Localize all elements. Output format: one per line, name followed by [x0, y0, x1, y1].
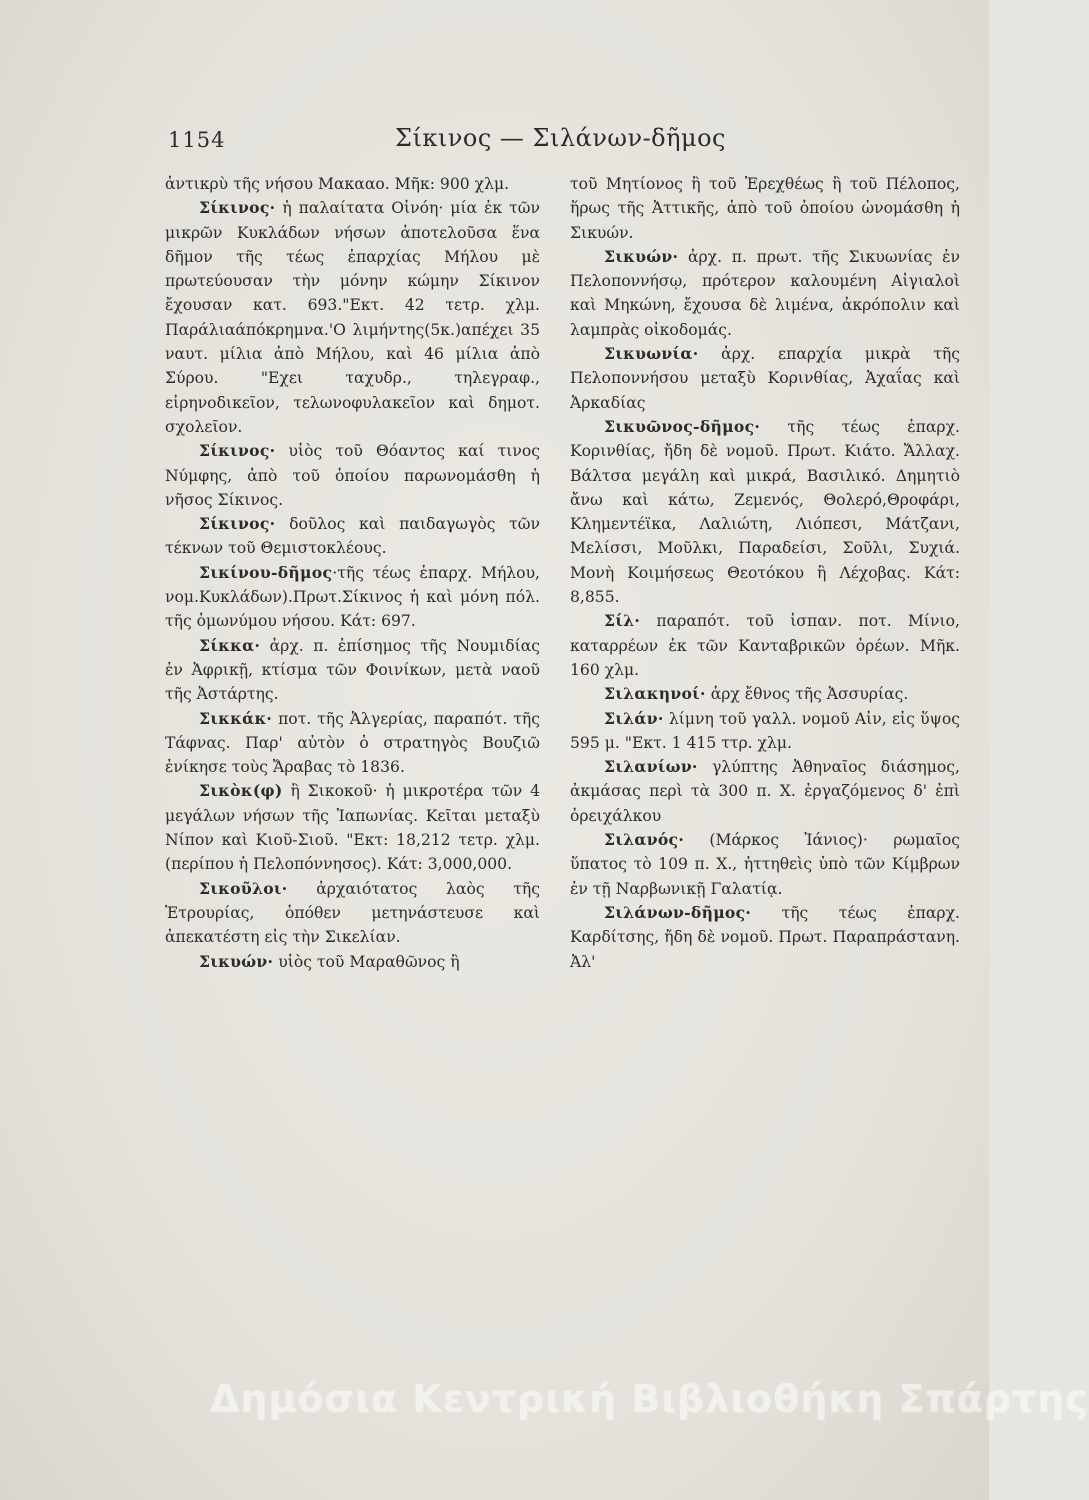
entry — [570, 342, 960, 415]
entry — [570, 609, 960, 682]
entry — [165, 877, 540, 950]
entry — [165, 634, 540, 707]
entry-text: ἡ παλαίτατα Οἰνόη· μία ἐκ τῶν μικρῶν Κυκλάδων νήσων ἀποτελοῦσα ἕνα δῆμον τῆς τέως ἐπαρχίας Μήλου μὲ πρωτεύουσαν τὴν μόνην κώμην Σίκινον ἔχουσαν κατ. 693."Εκτ. 42 τετρ. χλμ. Παράλιαάπόκρημνα.'Ο λιμήντης(5κ.)απέχει 35 ναυτ. μίλια ἀπὸ Μήλου, καὶ 46 μίλια ἀπὸ Σύρου. "Εχει ταχυδρ., τηλεγραφ., εἰρηνοδικεῖον, τελωνοφυλακεῖον καὶ δημοτ. σχολεῖον. — [165, 199, 540, 436]
entry-headword: Σικυών· — [199, 951, 274, 971]
entry — [570, 172, 960, 245]
entry-headword: Σικοῦλοι· — [199, 878, 288, 898]
entry-text: γλύπτης Ἀθηναῖος διάσημος, ἀκμάσας περὶ τὰ 300 π. Χ. ἐργαζόμενος δ' ἐπὶ ὀρειχάλκου — [570, 758, 960, 825]
entry-text: (Μάρκος Ἰάνιος)· ρωμαῖος ὕπατος τὸ 109 π. Χ., ἡττηθεὶς ὑπὸ τῶν Κίμβρων ἐν τῇ Ναρβωνικῇ Γαλατίᾳ. — [570, 831, 960, 898]
entry-headword: Σιλανίων· — [604, 757, 698, 777]
entry — [570, 415, 960, 609]
entry — [165, 196, 540, 439]
entry-headword: Σιλανός· — [604, 830, 685, 850]
entry-headword: Σικὸκ(φ) — [199, 781, 283, 801]
entry-text: υἱὸς τοῦ Θόαντος καί τινος Νύμφης, ἀπὸ τοῦ ὁποίου παρωνομάσθη ἡ νῆσος Σίκινος. — [165, 442, 540, 509]
running-title: Σίκινος — Σιλάνων-δῆμος — [395, 124, 726, 152]
entry-text: παραπότ. τοῦ ἰσπαν. ποτ. Μίνιο, καταρρέων ἐκ τῶν Κανταβρικῶν ὀρέων. Μῆκ. 160 χλμ. — [570, 612, 960, 679]
entry-headword: Σικυωνία· — [604, 344, 699, 364]
entry-headword: Σικυῶνος-δῆμος· — [604, 416, 761, 436]
entry-text: ἀρχ. π. ἐπίσημος τῆς Νουμιδίας ἐν Ἀφρικῇ, κτίσμα τῶν Φοινίκων, μετὰ ναοῦ τῆς Ἀστάρτης. — [165, 636, 540, 704]
page-number: 1154 — [168, 128, 226, 152]
page-header — [168, 124, 888, 158]
entry — [165, 779, 540, 876]
entry — [570, 245, 960, 342]
entry-text: τοῦ Μητίονος ἢ τοῦ Ἐρεχθέως ἢ τοῦ Πέλοπος, ἥρως τῆς Ἀττικῆς, ἀπὸ τοῦ ὁποίου ὠνομάσθη ἡ Σικυών. — [570, 175, 960, 242]
entry — [570, 755, 960, 828]
entry-headword: Σίκινος· — [199, 198, 276, 218]
entry-text: ποτ. τῆς Ἀλγερίας, παραπότ. τῆς Τάφνας. Παρ' αὐτὸν ὁ στρατηγὸς Βουζιῶ ἐνίκησε τοὺς Ἄραβας τὸ 1836. — [165, 709, 540, 777]
library-watermark: Δημόσια Κεντρική Βιβλιοθήκη Σπάρτης — [210, 1377, 1089, 1421]
entry — [165, 707, 540, 780]
entry-headword: Σιλακηνοί· — [604, 684, 706, 704]
entry-headword: Σικίνου-δῆμος — [199, 562, 333, 582]
entry-text: δοῦλος καὶ παιδαγωγὸς τῶν τέκνων τοῦ Θεμιστοκλέους. — [165, 515, 540, 558]
entry — [570, 707, 960, 756]
entry — [165, 172, 540, 196]
entry — [570, 682, 960, 706]
entry — [165, 950, 540, 974]
entry-text: λίμνη τοῦ γαλλ. νομοῦ Αἰν, εἰς ὕψος 595 μ. "Εκτ. 1 415 ττρ. χλμ. — [570, 709, 960, 752]
entry — [570, 828, 960, 901]
entry-text: ἀρχ. επαρχία μικρὰ τῆς Πελοποννήσου μεταξὺ Κορινθίας, Ἀχαΐας καὶ Ἀρκαδίας — [570, 345, 960, 412]
entry-text: τῆς τέως ἐπαρχ. Κορινθίας, ἤδη δὲ νομοῦ. Πρωτ. Κιάτο. Ἄλλαχ. Βάλτσα μεγάλη καὶ μικρά, Βασιλικό. Δημητιὸ ἄνω καὶ κάτω, Ζεμενός, Θολερό,Θροφάρι, Κλημεντέϊκα, Λαλιώτη, Λιόπεσι, Μάτζανι, Μελίσσι, Μοῦλκι, Παραδείσι, Σοῦλι, Συχιά. Μονὴ Κοιμήσεως Θεοτόκου ἢ Λέχοβας. Κάτ: 8,855. — [570, 417, 960, 607]
left-column — [165, 172, 540, 974]
right-column — [570, 172, 960, 974]
entry-headword: Σιλάνων-δῆμος· — [604, 902, 752, 922]
entry-text: τῆς τέως ἐπαρχ. Καρδίτσης, ἤδη δὲ νομοῦ. Πρωτ. Παραπράστανη. Ἀλ' — [570, 903, 960, 971]
entry-text: ·τῆς τέως ἐπαρχ. Μήλου, νομ.Κυκλάδων).Πρωτ.Σίκινος ἡ καὶ μόνη πόλ. τῆς ὁμωνύμου νήσου. Κάτ: 697. — [165, 563, 540, 631]
entry-headword: Σιλάν· — [604, 708, 664, 728]
entry-headword: Σίκινος· — [199, 514, 276, 534]
entry-text: ἀρχ ἔθνος τῆς Ἀσσυρίας. — [705, 685, 909, 704]
entry-text: ἀρχ. π. πρωτ. τῆς Σικυωνίας ἐν Πελοποννήσῳ, πρότερον καλουμένη Αἰγιαλοὶ καὶ Μηκώνη, ἔχουσα δὲ λιμένα, ἀκρόπολιν καὶ λαμπρὰς οἰκοδομάς. — [570, 247, 960, 339]
entry-headword: Σικκάκ· — [199, 708, 273, 728]
entry — [165, 439, 540, 512]
entry-text: ἢ Σικοκοῦ· ἡ μικροτέρα τῶν 4 μεγάλων νήσων τῆς Ἰαπωνίας. Κεῖται μεταξὺ Νίπον καὶ Κιοῦ-Σιοῦ. "Εκτ: 18,212 τετρ. χλμ. (περίπου ἡ Πελοπόννησος). Κάτ: 3,000,000. — [165, 782, 540, 874]
entry — [165, 512, 540, 561]
entry-text: υἱὸς τοῦ Μαραθῶνος ἢ — [273, 952, 460, 971]
entry-headword: Σικυών· — [604, 246, 679, 266]
entry — [570, 901, 960, 974]
entry-text: ἀρχαιότατος λαὸς τῆς Ἐτρουρίας, ὁπόθεν μετηνάστευσε καὶ ἀπεκατέστη εἰς τὴν Σικελίαν. — [165, 879, 540, 947]
entry-headword: Σίκινος· — [199, 441, 276, 461]
entry-headword: Σίλ· — [604, 611, 641, 631]
entry-text: ἀντικρὺ τῆς νήσου Μακααο. Μῆκ: 900 χλμ. — [165, 175, 510, 193]
entry — [165, 561, 540, 634]
entry-headword: Σίκκα· — [199, 635, 261, 655]
